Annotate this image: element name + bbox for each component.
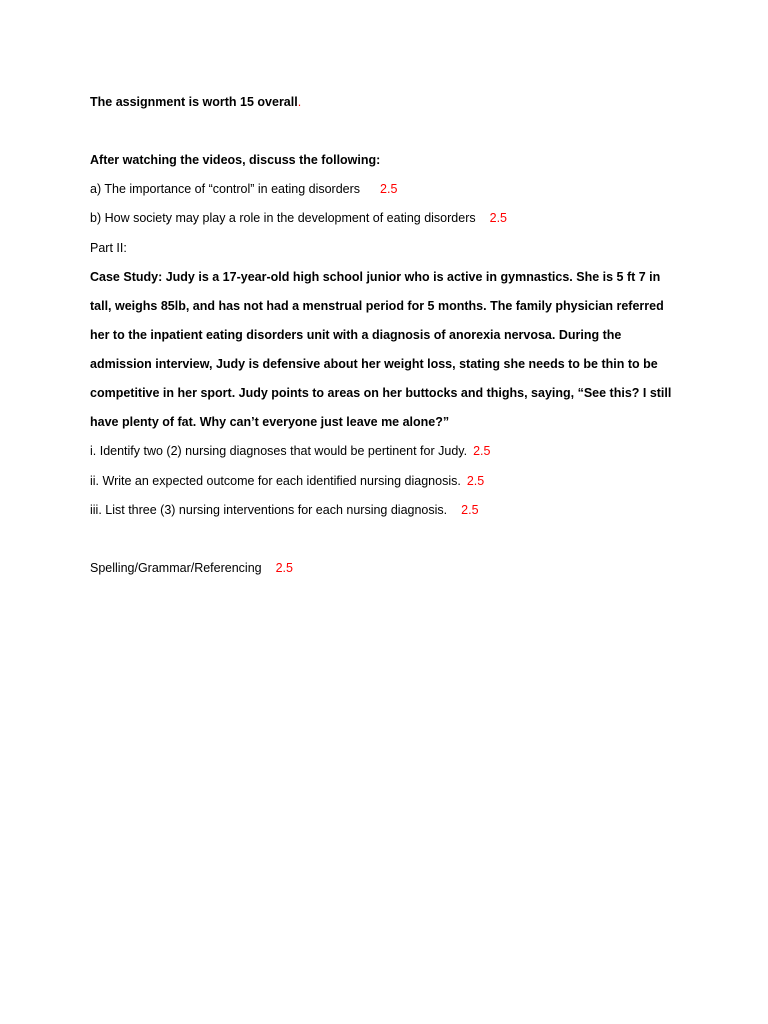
case-study-line: tall, weighs 85lb, and has not had a menstrual period for 5 months. The family physician referred [90, 299, 664, 313]
part2-heading: Part II: [90, 241, 127, 255]
question-ii [90, 473, 484, 489]
spelling-grammar-score: 2.5 [275, 561, 293, 575]
case-study-line: Case Study: Judy is a 17-year-old high school junior who is active in gymnastics. She is 5 ft 7 in [90, 270, 661, 284]
question-iii-text: iii. List three (3) nursing interventions for each nursing diagnosis. [90, 503, 448, 517]
assignment-worth-period: . [297, 95, 302, 109]
question-ii-text: ii. Write an expected outcome for each identified nursing diagnosis. [90, 474, 461, 488]
case-study-line: have plenty of fat. Why can’t everyone just leave me alone?” [90, 415, 450, 429]
question-ii-score: 2.5 [466, 474, 485, 488]
question-i-text: i. Identify two (2) nursing diagnoses that would be pertinent for Judy. [90, 444, 468, 458]
spelling-grammar-line [90, 560, 293, 576]
part1-item-a-score: 2.5 [380, 182, 398, 196]
case-study-line: admission interview, Judy is defensive about her weight loss, stating she needs to be thin to be [90, 357, 658, 371]
part1-item-b-text: b) How society may play a role in the development of eating disorders [90, 211, 476, 225]
case-study-line: her to the inpatient eating disorders unit with a diagnosis of anorexia nervosa. During the [90, 328, 622, 342]
part1-item-a [90, 181, 397, 197]
assignment-worth-text: The assignment is worth 15 overall [90, 95, 298, 109]
question-iii [90, 502, 479, 518]
question-iii-score: 2.5 [461, 503, 479, 517]
spelling-grammar-text: Spelling/Grammar/Referencing [90, 561, 262, 575]
part1-heading: After watching the videos, discuss the following: [90, 153, 381, 167]
part1-item-b [90, 210, 507, 226]
case-study-line: competitive in her sport. Judy points to areas on her buttocks and thighs, saying, “See this? I still [90, 386, 672, 400]
assignment-worth-line [90, 94, 301, 110]
part1-item-a-text: a) The importance of “control” in eating disorders [90, 182, 361, 196]
part1-item-b-score: 2.5 [489, 211, 508, 225]
question-i [90, 443, 490, 459]
question-i-score: 2.5 [473, 444, 491, 458]
